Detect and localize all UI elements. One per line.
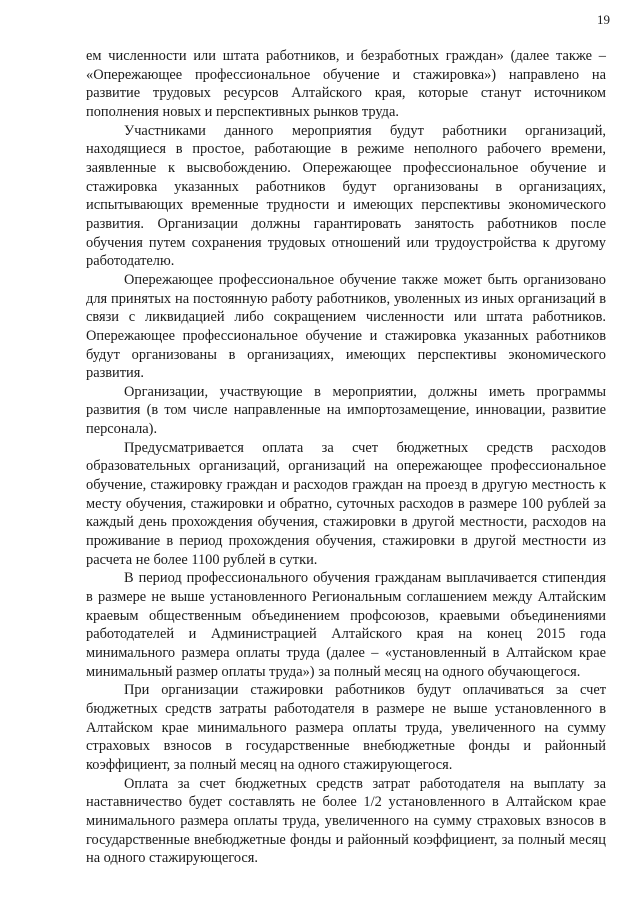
- paragraph-5: Предусматривается оплата за счет бюджетных средств расходов образовательных организаций, организаций на опережающее профессиональное обучение, стажировку граждан и расходов граждан на проезд в другую местность к месту обучения, стажировки и обратно, суточных расходов в размере 100 рублей за каждый день прохождения обучения, стажировки в другой местности, расходов на проживание в период прохождения обучения, стажировки в другой местности из расчета не более 1100 рублей в сутки.: [86, 439, 606, 568]
- paragraph-3: Опережающее профессиональное обучение также может быть организовано для принятых на постоянную работу работников, уволенных из иных организаций в связи с ликвидацией либо сокращением численности или штата работников. Опережающее профессиональное обучение и стажировка указанных работников будут организованы в организациях, имеющих перспективы экономического развития.: [86, 271, 606, 382]
- paragraph-2: Участниками данного мероприятия будут работники организаций, находящиеся в простое, работающие в режиме неполного рабочего времени, заявленные к высвобождению. Опережающее профессиональное обучение и стажировка указанных работников будут организованы в организациях, испытывающих временные трудности и имеющих перспективы экономического развития. Организации должны гарантировать занятость работников после обучения путем сохранения трудовых отношений или трудоустройства к другому работодателю.: [86, 122, 606, 270]
- paragraph-8: Оплата за счет бюджетных средств затрат работодателя на выплату за наставничество будет составлять не более 1/2 установленного в Алтайском крае минимального размера оплаты труда, увеличенного на сумму страховых взносов в государственные внебюджетные фонды и районный коэффициент, за полный месяц на одного стажирующегося.: [86, 775, 606, 867]
- paragraph-4: Организации, участвующие в мероприятии, должны иметь программы развития (в том числе направленные на импортозамещение, инновации, развитие персонала).: [86, 383, 606, 438]
- paragraph-1: ем численности или штата работников, и безработных граждан» (далее также – «Опережающее профессиональное обучение и стажировка») направлено на развитие трудовых ресурсов Алтайского края, которые станут источником пополнения новых и перспективных рынков труда.: [86, 48, 606, 120]
- paragraph-7: При организации стажировки работников будут оплачиваться за счет бюджетных средств затраты работодателя в размере не выше установленного в Алтайском крае минимального размера оплаты труда, увеличенного на сумму страховых взносов в государственные внебюджетные фонды и районный коэффициент, за полный месяц на одного стажирующегося.: [86, 682, 606, 773]
- body-text: [86, 47, 606, 868]
- page-number: 19: [597, 12, 610, 27]
- paragraph-6: В период профессионального обучения гражданам выплачивается стипендия в размере не выше установленного Региональным соглашением между Алтайским краевым общественным объединением профсоюзов, краевыми объединениями работодателей и Администрацией Алтайского края на конец 2015 года минимального размера оплаты труда (далее – «установленный в Алтайском крае минимальный размер оплаты труда») за полный месяц на одного обучающегося.: [86, 570, 606, 680]
